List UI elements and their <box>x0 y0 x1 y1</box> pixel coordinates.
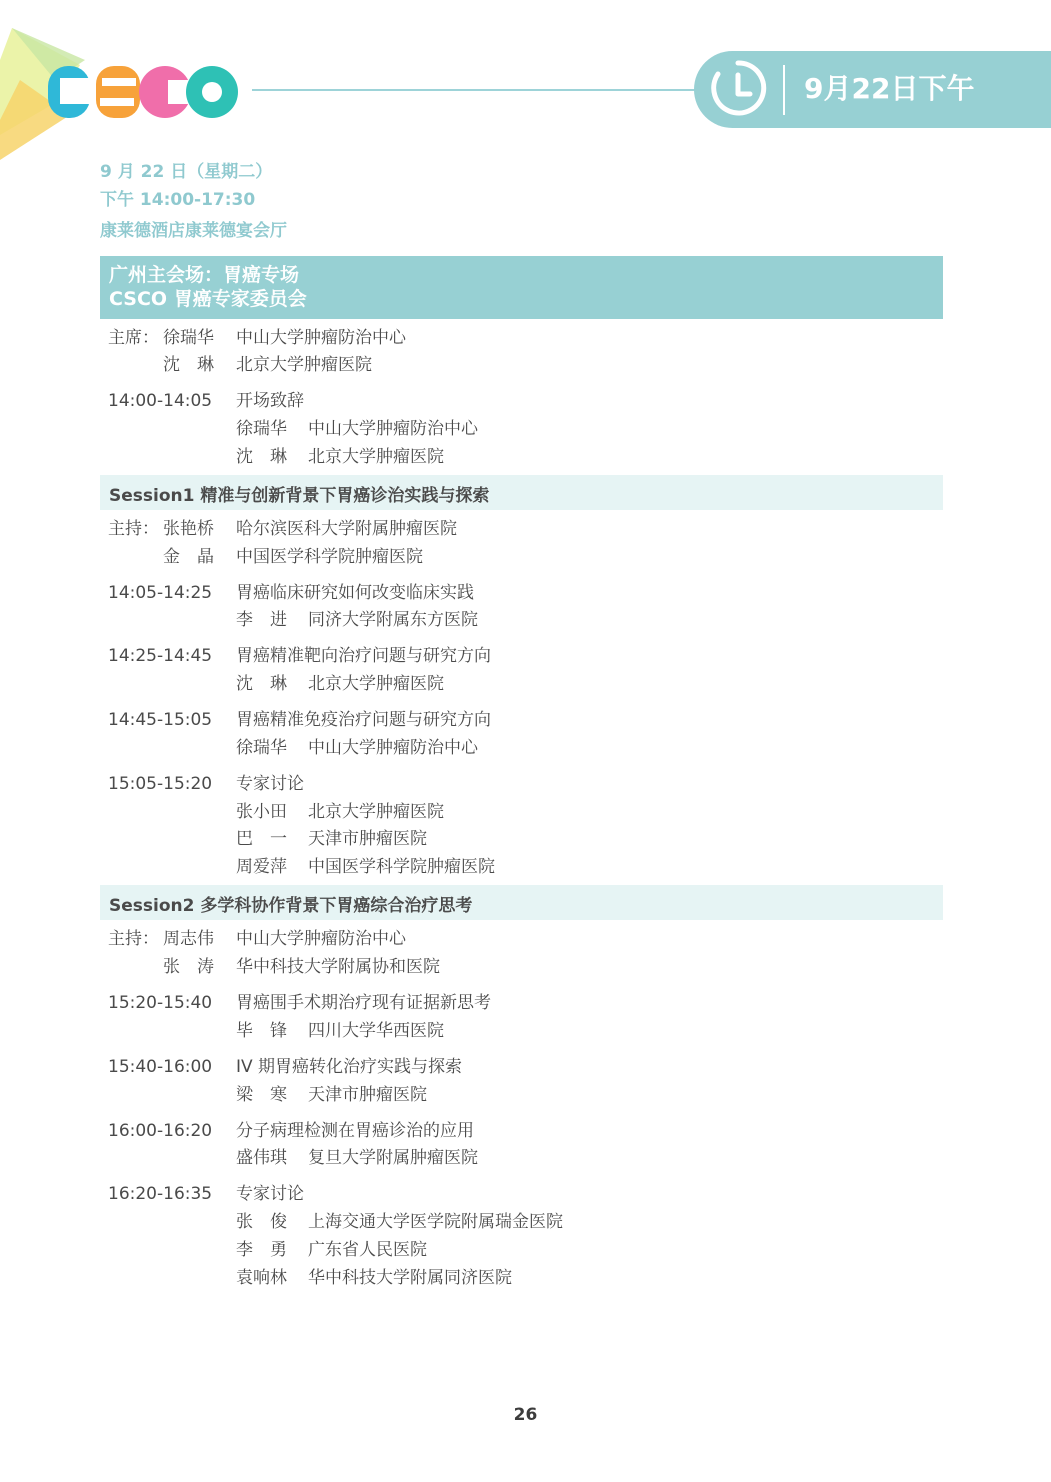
host-name: 张 涛 <box>163 957 214 977</box>
host-affiliation: 中山大学肿瘤防治中心 <box>236 929 406 949</box>
speaker-affiliation: 中国医学科学院肿瘤医院 <box>308 857 495 877</box>
agenda-title: 胃癌围手术期治疗现有证据新思考 <box>236 993 491 1013</box>
speaker-name: 盛伟琪 <box>236 1148 287 1168</box>
hosts-label: 主持： <box>108 519 159 539</box>
session-header <box>100 885 943 920</box>
speaker-name: 沈 琳 <box>236 674 287 694</box>
speaker-affiliation: 上海交通大学医学院附属瑞金医院 <box>308 1212 563 1232</box>
host-name: 周志伟 <box>163 929 214 949</box>
speaker-affiliation: 北京大学肿瘤医院 <box>308 674 444 694</box>
speaker-name: 梁 寒 <box>236 1085 287 1105</box>
clock-icon <box>708 58 768 120</box>
agenda-time: 15:05-15:20 <box>108 774 213 794</box>
logo-text: CSCO <box>0 20 3 21</box>
host-name: 金 晶 <box>163 547 214 567</box>
agenda-title: 胃癌精准靶向治疗问题与研究方向 <box>236 646 491 666</box>
main-session-subtitle: CSCO 胃癌专家委员会 <box>109 288 307 310</box>
host-affiliation: 华中科技大学附属协和医院 <box>236 957 440 977</box>
session-title: Session2 多学科协作背景下胃癌综合治疗思考 <box>109 896 473 916</box>
speaker-name: 沈 琳 <box>236 447 287 467</box>
speaker-name: 毕 锋 <box>236 1021 287 1041</box>
speaker-name: 张 俊 <box>236 1212 287 1232</box>
speaker-affiliation: 中山大学肿瘤防治中心 <box>308 419 478 439</box>
event-date: 9 月 22 日（星期二） <box>100 162 273 182</box>
speaker-name: 徐瑞华 <box>236 738 287 758</box>
speaker-affiliation: 四川大学华西医院 <box>308 1021 444 1041</box>
chair-affiliation: 中山大学肿瘤防治中心 <box>236 328 406 348</box>
speaker-affiliation: 同济大学附属东方医院 <box>308 610 478 630</box>
speaker-affiliation: 复旦大学附属肿瘤医院 <box>308 1148 478 1168</box>
agenda-time: 14:25-14:45 <box>108 646 213 666</box>
main-session-header <box>100 256 943 319</box>
speaker-affiliation: 北京大学肿瘤医院 <box>308 447 444 467</box>
agenda-title: 胃癌临床研究如何改变临床实践 <box>236 583 474 603</box>
event-time: 下午 14:00-17:30 <box>100 190 256 210</box>
chair-affiliation: 北京大学肿瘤医院 <box>236 355 372 375</box>
agenda-title: 专家讨论 <box>236 774 304 794</box>
host-affiliation: 哈尔滨医科大学附属肿瘤医院 <box>236 519 457 539</box>
agenda-time: 15:20-15:40 <box>108 993 213 1013</box>
csco-logo <box>0 20 250 160</box>
hosts-label: 主持： <box>108 929 159 949</box>
agenda-title: 胃癌精准免疫治疗问题与研究方向 <box>236 710 491 730</box>
host-affiliation: 中国医学科学院肿瘤医院 <box>236 547 423 567</box>
speaker-name: 袁响林 <box>236 1268 287 1288</box>
session-header <box>100 475 943 510</box>
host-name: 张艳桥 <box>163 519 214 539</box>
agenda-time: 14:45-15:05 <box>108 710 213 730</box>
agenda-title: 开场致辞 <box>236 391 304 411</box>
main-session-title: 广州主会场：胃癌专场 <box>109 264 300 286</box>
agenda-title: IV 期胃癌转化治疗实践与探索 <box>236 1057 463 1077</box>
event-venue: 康莱德酒店康莱德宴会厅 <box>100 221 287 241</box>
agenda-title: 专家讨论 <box>236 1184 304 1204</box>
agenda-time: 16:20-16:35 <box>108 1184 213 1204</box>
agenda-time: 16:00-16:20 <box>108 1121 213 1141</box>
speaker-affiliation: 华中科技大学附属同济医院 <box>308 1268 512 1288</box>
speaker-affiliation: 广东省人民医院 <box>308 1240 427 1260</box>
agenda-time: 14:05-14:25 <box>108 583 213 603</box>
speaker-name: 张小田 <box>236 802 287 822</box>
speaker-name: 李 进 <box>236 610 287 630</box>
chair-name: 徐瑞华 <box>163 328 214 348</box>
chairs-label: 主席： <box>108 328 159 348</box>
agenda-time: 14:00-14:05 <box>108 391 213 411</box>
speaker-affiliation: 天津市肿瘤医院 <box>308 829 427 849</box>
speaker-name: 巴 一 <box>236 829 287 849</box>
banner-date-label: 9月22日下午 <box>804 72 975 105</box>
date-banner <box>694 51 1051 128</box>
speaker-affiliation: 天津市肿瘤医院 <box>308 1085 427 1105</box>
header-divider-line <box>252 89 702 91</box>
speaker-name: 李 勇 <box>236 1240 287 1260</box>
agenda-title: 分子病理检测在胃癌诊治的应用 <box>236 1121 474 1141</box>
speaker-affiliation: 中山大学肿瘤防治中心 <box>308 738 478 758</box>
banner-divider <box>783 65 785 115</box>
page-number: 26 <box>513 1405 538 1425</box>
agenda-time: 15:40-16:00 <box>108 1057 213 1077</box>
speaker-name: 徐瑞华 <box>236 419 287 439</box>
chair-name: 沈 琳 <box>163 355 214 375</box>
speaker-affiliation: 北京大学肿瘤医院 <box>308 802 444 822</box>
session-title: Session1 精准与创新背景下胃癌诊治实践与探索 <box>109 486 490 506</box>
speaker-name: 周爱萍 <box>236 857 287 877</box>
